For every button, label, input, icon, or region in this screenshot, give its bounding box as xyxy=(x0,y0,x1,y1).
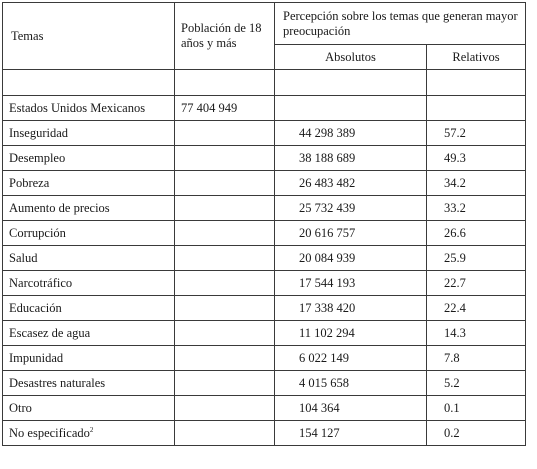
total-row xyxy=(3,96,526,121)
empty-cell xyxy=(175,296,275,321)
spacer-row xyxy=(3,70,526,96)
table-row xyxy=(3,221,526,246)
relativos-cell: 26.6 xyxy=(427,221,526,246)
row-label-text: Otro xyxy=(9,400,32,415)
absolutos-cell: 38 188 689 xyxy=(275,146,427,171)
absolutos-cell: 20 616 757 xyxy=(275,221,427,246)
absolutos-cell: 154 127 xyxy=(275,421,427,446)
empty-cell xyxy=(175,246,275,271)
table-row xyxy=(3,271,526,296)
relativos-cell: 25.9 xyxy=(427,246,526,271)
total-label: Estados Unidos Mexicanos xyxy=(3,96,175,121)
header-percepcion: Percepción sobre los temas que generan mayor preocupación xyxy=(275,3,526,45)
relativos-cell: 57.2 xyxy=(427,121,526,146)
preocupacion-table xyxy=(2,2,526,446)
row-label-text: Aumento de precios xyxy=(9,200,110,215)
empty-cell xyxy=(175,121,275,146)
table-row xyxy=(3,171,526,196)
row-label xyxy=(3,421,175,446)
footnote-marker: 2 xyxy=(89,425,94,434)
empty-cell xyxy=(175,171,275,196)
relativos-cell: 7.8 xyxy=(427,346,526,371)
empty-cell xyxy=(427,96,526,121)
row-label-text: Desastres naturales xyxy=(9,375,106,390)
table-row xyxy=(3,296,526,321)
row-label-text: Corrupción xyxy=(9,225,66,240)
relativos-cell: 33.2 xyxy=(427,196,526,221)
table-row xyxy=(3,146,526,171)
row-label xyxy=(3,271,175,296)
absolutos-cell: 44 298 389 xyxy=(275,121,427,146)
absolutos-cell: 6 022 149 xyxy=(275,346,427,371)
absolutos-cell: 104 364 xyxy=(275,396,427,421)
relativos-cell: 22.4 xyxy=(427,296,526,321)
row-label xyxy=(3,196,175,221)
table-row xyxy=(3,321,526,346)
empty-cell xyxy=(175,346,275,371)
empty-cell xyxy=(175,396,275,421)
relativos-cell: 49.3 xyxy=(427,146,526,171)
table-row xyxy=(3,196,526,221)
empty-cell xyxy=(175,371,275,396)
row-label-text: Pobreza xyxy=(9,175,50,190)
relativos-cell: 14.3 xyxy=(427,321,526,346)
header-temas: Temas xyxy=(3,3,175,70)
table-row xyxy=(3,246,526,271)
row-label xyxy=(3,371,175,396)
absolutos-cell: 20 084 939 xyxy=(275,246,427,271)
row-label-text: Escasez de agua xyxy=(9,325,91,340)
row-label-text: Educación xyxy=(9,300,62,315)
header-relativos: Relativos xyxy=(427,45,526,70)
relativos-cell: 0.1 xyxy=(427,396,526,421)
table-row xyxy=(3,396,526,421)
table-row xyxy=(3,346,526,371)
empty-cell xyxy=(427,70,526,96)
row-label-text: Inseguridad xyxy=(9,125,69,140)
absolutos-cell: 4 015 658 xyxy=(275,371,427,396)
empty-cell xyxy=(175,196,275,221)
row-label-text: No especificado xyxy=(9,425,90,440)
relativos-cell: 0.2 xyxy=(427,421,526,446)
table-row xyxy=(3,121,526,146)
empty-cell xyxy=(275,96,427,121)
empty-cell xyxy=(175,271,275,296)
absolutos-cell: 17 544 193 xyxy=(275,271,427,296)
table-row xyxy=(3,371,526,396)
empty-cell xyxy=(175,421,275,446)
header-row xyxy=(3,3,526,45)
row-label-text: Desempleo xyxy=(9,150,66,165)
header-absolutos: Absolutos xyxy=(275,45,427,70)
empty-cell xyxy=(175,321,275,346)
empty-cell xyxy=(175,70,275,96)
row-label-text: Impunidad xyxy=(9,350,64,365)
absolutos-cell: 25 732 439 xyxy=(275,196,427,221)
row-label-text: Salud xyxy=(9,250,38,265)
empty-cell xyxy=(3,70,175,96)
row-label-text: Narcotráfico xyxy=(9,275,73,290)
relativos-cell: 34.2 xyxy=(427,171,526,196)
empty-cell xyxy=(175,146,275,171)
absolutos-cell: 17 338 420 xyxy=(275,296,427,321)
total-poblacion: 77 404 949 xyxy=(175,96,275,121)
row-label xyxy=(3,121,175,146)
row-label xyxy=(3,221,175,246)
relativos-cell: 5.2 xyxy=(427,371,526,396)
absolutos-cell: 26 483 482 xyxy=(275,171,427,196)
row-label xyxy=(3,296,175,321)
row-label xyxy=(3,346,175,371)
row-label xyxy=(3,396,175,421)
header-poblacion: Población de 18 años y más xyxy=(175,3,275,70)
table-row xyxy=(3,421,526,446)
empty-cell xyxy=(175,221,275,246)
row-label xyxy=(3,171,175,196)
relativos-cell: 22.7 xyxy=(427,271,526,296)
empty-cell xyxy=(275,70,427,96)
row-label xyxy=(3,146,175,171)
row-label xyxy=(3,246,175,271)
row-label xyxy=(3,321,175,346)
absolutos-cell: 11 102 294 xyxy=(275,321,427,346)
